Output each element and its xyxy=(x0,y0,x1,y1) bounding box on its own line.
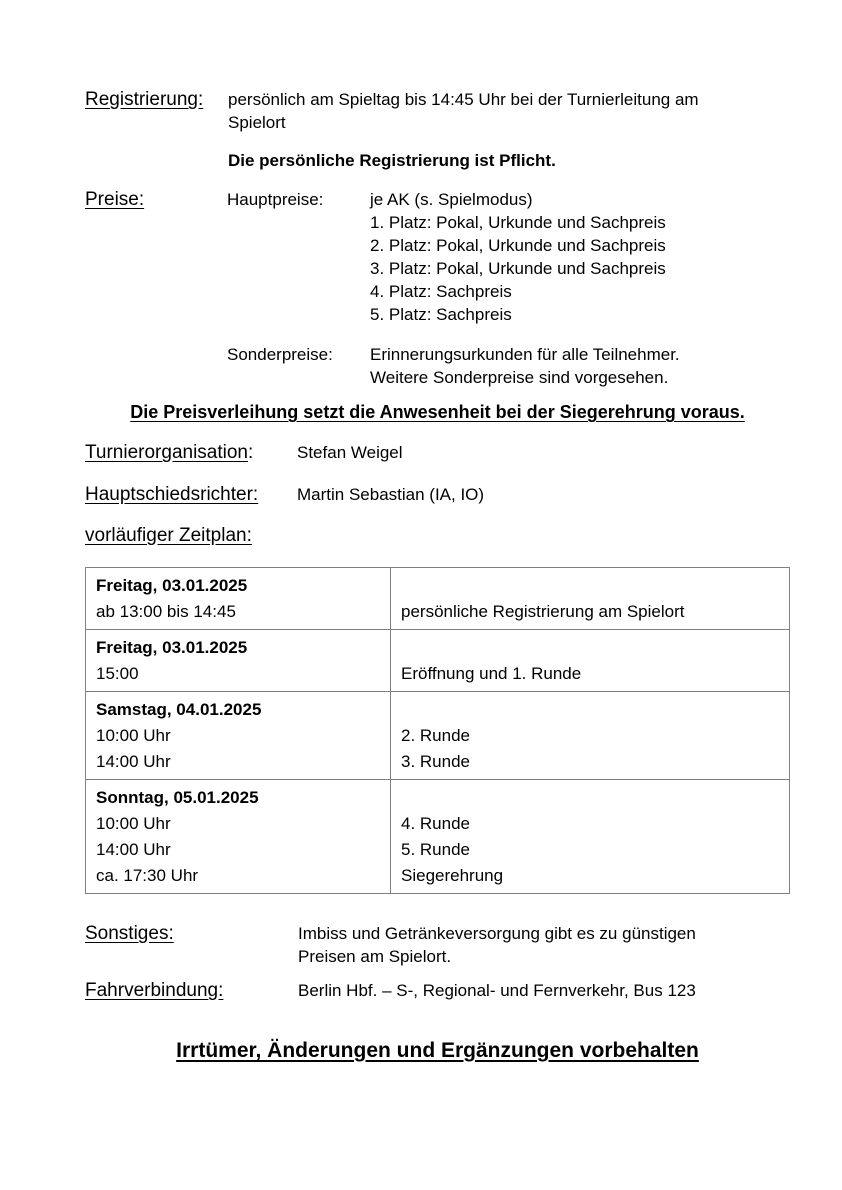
schedule-date: Samstag, 04.01.2025 xyxy=(96,700,262,719)
special-prize-line: Erinnerungsurkunden für alle Teilnehmer. xyxy=(370,345,680,364)
schedule-label: vorläufiger Zeitplan: xyxy=(85,525,252,546)
special-prizes-label: Sonderpreise: xyxy=(227,345,333,364)
schedule-datetime-cell xyxy=(86,568,391,630)
special-prizes-list xyxy=(370,343,790,389)
schedule-time: 15:00 xyxy=(96,664,139,683)
main-prize-item: je AK (s. Spielmodus) xyxy=(370,190,533,209)
arbiter-value: Martin Sebastian (IA, IO) xyxy=(297,485,485,504)
schedule-time: 10:00 Uhr xyxy=(96,814,171,833)
schedule-time: ab 13:00 bis 14:45 xyxy=(96,602,236,621)
schedule-datetime-cell xyxy=(86,630,391,692)
main-prize-item: 4. Platz: Sachpreis xyxy=(370,282,512,301)
registration-text-line: persönlich am Spieltag bis 14:45 Uhr bei der Turnierleitung am xyxy=(228,90,699,109)
misc-label: Sonstiges: xyxy=(85,923,174,944)
schedule-row xyxy=(86,568,790,630)
schedule-event-cell xyxy=(391,630,790,692)
schedule-time: 10:00 Uhr xyxy=(96,726,171,745)
registration-note: Die persönliche Registrierung ist Pflicht. xyxy=(228,151,556,170)
schedule-time: 14:00 Uhr xyxy=(96,752,171,771)
main-prize-item: 5. Platz: Sachpreis xyxy=(370,305,512,324)
schedule-table xyxy=(85,567,790,894)
transport-label: Fahrverbindung: xyxy=(85,980,224,1001)
main-prizes-list xyxy=(370,188,790,326)
footer-disclaimer: Irrtümer, Änderungen und Ergänzungen vorbehalten xyxy=(176,1039,699,1062)
schedule-event: persönliche Registrierung am Spielort xyxy=(401,602,685,621)
schedule-datetime-cell xyxy=(86,780,391,894)
schedule-event: 4. Runde xyxy=(401,814,470,833)
main-prizes-label: Hauptpreise: xyxy=(227,190,324,209)
arbiter-label: Hauptschiedsrichter: xyxy=(85,484,259,505)
main-prize-item: 2. Platz: Pokal, Urkunde und Sachpreis xyxy=(370,236,666,255)
arbiter-row xyxy=(85,482,790,508)
schedule-row xyxy=(86,780,790,894)
schedule-datetime-cell xyxy=(86,692,391,780)
organization-row xyxy=(85,440,790,466)
organization-label-colon: : xyxy=(248,442,254,463)
schedule-event-cell xyxy=(391,780,790,894)
schedule-event: Eröffnung und 1. Runde xyxy=(401,664,582,683)
misc-text-line: Imbiss und Getränkeversorgung gibt es zu günstigen xyxy=(298,924,696,943)
transport-section xyxy=(85,979,790,1003)
schedule-event-cell xyxy=(391,568,790,630)
registration-label: Registrierung: xyxy=(85,89,204,110)
schedule-event-cell xyxy=(391,692,790,780)
schedule-event: Siegerehrung xyxy=(401,866,504,885)
schedule-date: Freitag, 03.01.2025 xyxy=(96,638,248,657)
prizes-label: Preise: xyxy=(85,189,145,210)
misc-section xyxy=(85,922,790,968)
schedule-date: Freitag, 03.01.2025 xyxy=(96,576,248,595)
organization-label: Turnierorganisation xyxy=(85,442,248,463)
registration-text-line: Spielort xyxy=(228,113,286,132)
schedule-date: Sonntag, 05.01.2025 xyxy=(96,788,259,807)
schedule-row xyxy=(86,630,790,692)
main-prize-item: 3. Platz: Pokal, Urkunde und Sachpreis xyxy=(370,259,666,278)
transport-value: Berlin Hbf. – S-, Regional- und Fernverkehr, Bus 123 xyxy=(298,981,696,1000)
schedule-time: ca. 17:30 Uhr xyxy=(96,866,199,885)
award-ceremony-notice: Die Preisverleihung setzt die Anwesenheit bei der Siegerehrung voraus. xyxy=(130,402,745,422)
prizes-section xyxy=(85,188,790,389)
schedule-event: 2. Runde xyxy=(401,726,470,745)
misc-text-line: Preisen am Spielort. xyxy=(298,947,452,966)
schedule-event: 3. Runde xyxy=(401,752,470,771)
schedule-row xyxy=(86,692,790,780)
main-prize-item: 1. Platz: Pokal, Urkunde und Sachpreis xyxy=(370,213,666,232)
schedule-time: 14:00 Uhr xyxy=(96,840,171,859)
schedule-event: 5. Runde xyxy=(401,840,470,859)
organization-value: Stefan Weigel xyxy=(297,443,403,462)
special-prize-line: Weitere Sonderpreise sind vorgesehen. xyxy=(370,368,669,387)
registration-section xyxy=(85,88,790,172)
